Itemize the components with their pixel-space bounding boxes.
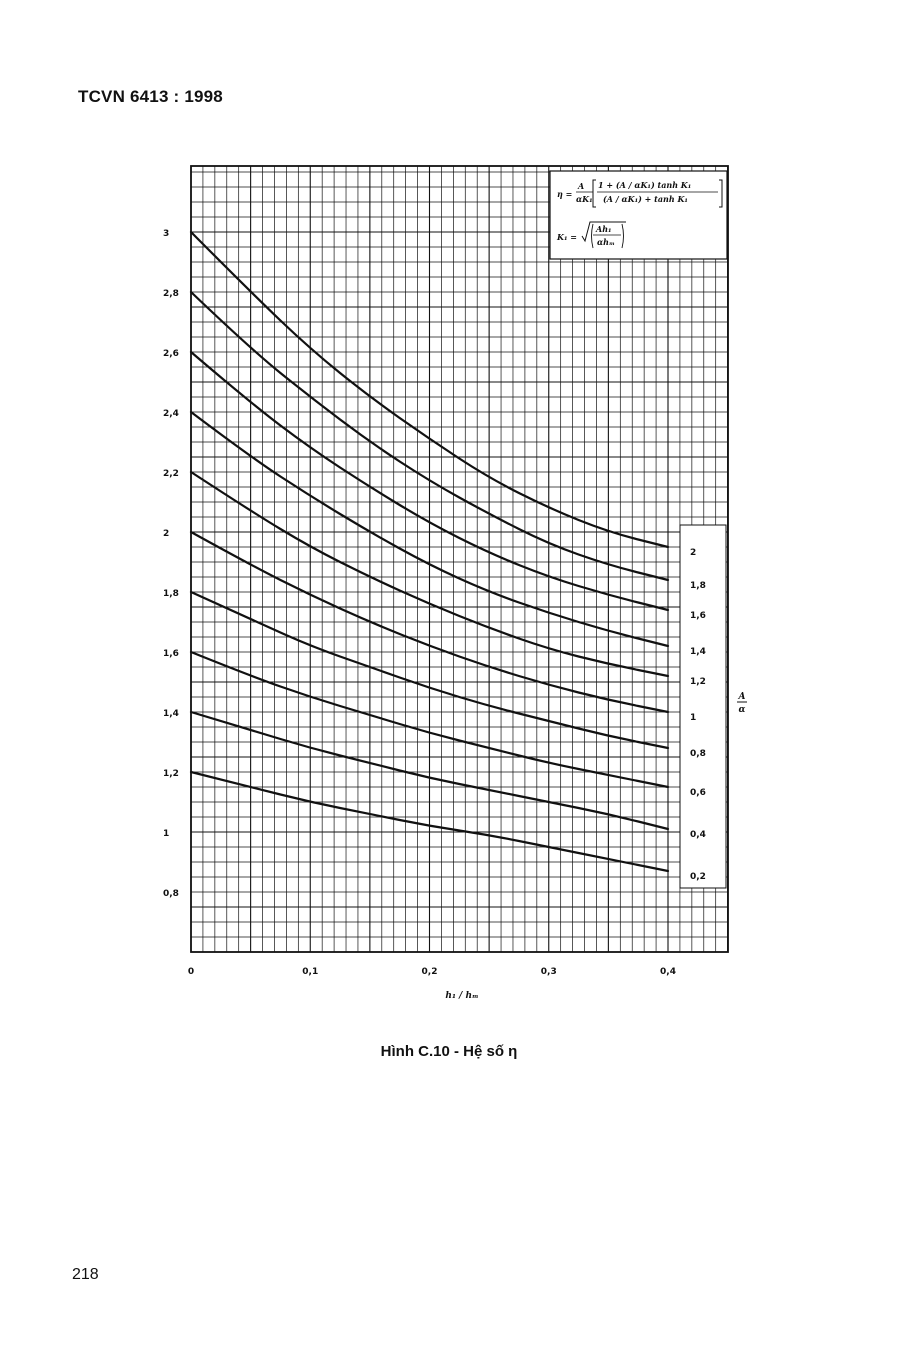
y-tick-label: 2,4	[163, 409, 179, 419]
x-tick-label: 0,3	[540, 967, 557, 977]
formula-eta-frac-num: A	[578, 181, 585, 191]
series-label: 1,2	[690, 677, 706, 687]
series-label: 1,6	[690, 611, 706, 621]
x-tick-labels	[188, 967, 676, 977]
y-tick-labels	[163, 229, 179, 899]
formula-eta-bracket-num: 1 + (A / αK₁) tanh K₁	[598, 180, 692, 190]
x-axis-title: h₁ / hₘ	[445, 991, 479, 1001]
chart-grid	[191, 166, 728, 952]
document-header: TCVN 6413 : 1998	[78, 87, 223, 106]
series-label: 1	[690, 713, 697, 723]
series-label: 1,4	[690, 647, 706, 657]
series-label: 1,8	[690, 581, 706, 591]
y-tick-label: 1,8	[163, 589, 179, 599]
plot-frame	[191, 166, 728, 952]
series-label: 0,2	[690, 872, 706, 882]
plot-border	[191, 166, 728, 952]
series-label: 0,6	[690, 788, 706, 798]
page-number: 218	[72, 1266, 99, 1283]
x-tick-label: 0,1	[302, 967, 319, 977]
formula-box	[550, 171, 727, 259]
formula-eta-lhs: η =	[557, 189, 573, 199]
legend-title	[737, 692, 747, 715]
series-label: 0,8	[690, 749, 706, 759]
x-tick-label: 0	[187, 967, 195, 977]
series-label: 0,4	[690, 830, 706, 840]
formula-k1-den: αhₘ	[597, 237, 615, 247]
y-tick-label: 1	[163, 829, 170, 839]
figure-caption: Hình C.10 - Hệ số η	[380, 1043, 518, 1060]
formula-eta-frac-den: αK₁	[576, 194, 593, 204]
y-tick-label: 0,8	[163, 889, 179, 899]
y-tick-label: 1,4	[163, 709, 179, 719]
x-tick-label: 0,2	[421, 967, 438, 977]
y-tick-label: 1,6	[163, 649, 179, 659]
y-tick-label: 2	[163, 529, 170, 539]
formula-k1-num: Ah₁	[596, 224, 612, 234]
formula-k1-lhs: K₁ =	[557, 232, 577, 242]
legend-title-den: α	[738, 705, 746, 715]
formula-eta-bracket-den: (A / αK₁) + tanh K₁	[603, 194, 688, 204]
y-tick-label: 1,2	[163, 769, 179, 779]
y-tick-label: 2,8	[163, 289, 179, 299]
y-tick-label: 2,2	[163, 469, 179, 479]
legend-title-num: A	[738, 692, 746, 702]
y-tick-label: 3	[163, 229, 170, 239]
y-tick-label: 2,6	[163, 349, 179, 359]
x-tick-label: 0,4	[660, 967, 676, 977]
series-label: 2	[690, 548, 697, 558]
